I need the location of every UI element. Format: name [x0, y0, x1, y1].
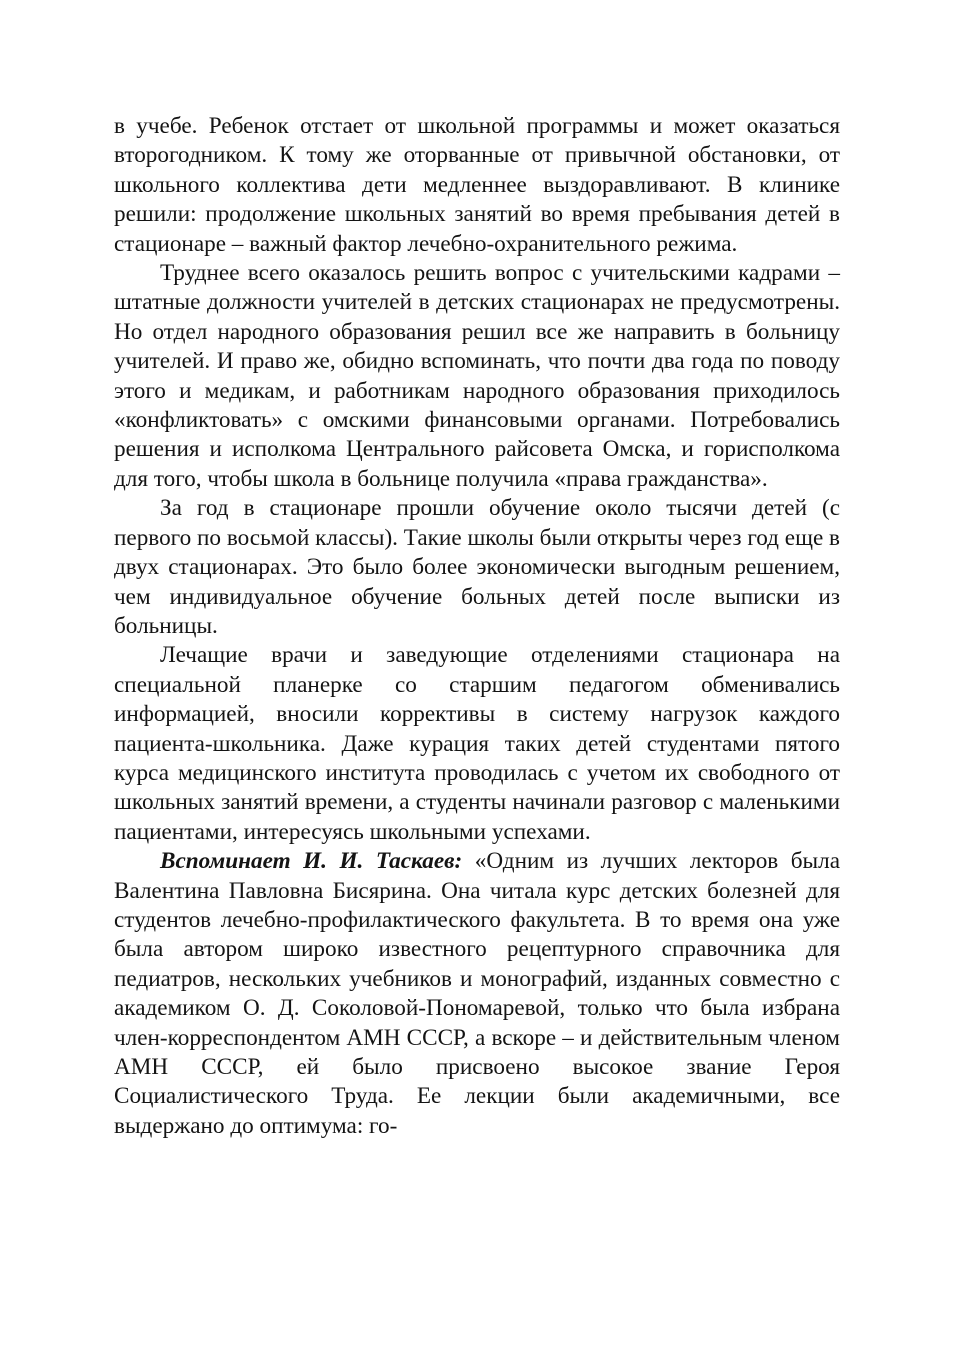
paragraph-5 [114, 847, 840, 1141]
paragraph-1 [114, 112, 840, 259]
paragraph-3-text: За год в стационаре прошли обучение около тысячи детей (с первого по восьмой классы). Такие школы были открыты через год еще в двух стационарах. Это было более экономически выгодным решением, чем индивидуальное обучение больных детей после выписки из больницы. [114, 495, 840, 639]
paragraph-3 [114, 494, 840, 641]
paragraph-4 [114, 641, 840, 847]
paragraph-5-text: «Одним из лучших лекторов была Валентина Павловна Бисярина. Она читала курс детских болезней для студентов лечебно-профилактического факультета. В то время она уже была автором широко известного рецептурного справочника для педиатров, нескольких учебников и монографий, изданных совместно с академиком О. Д. Соколовой-Пономаревой, только что была избрана член-корреспондентом АМН СССР, а вскоре – и действительным членом АМН СССР, ей было присвоено высокое звание Героя Социалистического Труда. Ее лекции были академичными, все выдержано до оптимума: го- [114, 848, 840, 1139]
paragraph-2 [114, 259, 840, 494]
page-body-text [114, 112, 840, 1141]
paragraph-2-text: Труднее всего оказалось решить вопрос с учительскими кадрами – штатные должности учителей в детских стационарах не предусмотрены. Но отдел народного образования решил все же направить в больницу учителей. И право же, обидно вспоминать, что почти два года по поводу этого и медикам, и работникам народного образования приходилось «конфликтовать» с омскими финансовыми органами. Потребовались решения и исполкома Центрального райсовета Омска, и горисполкома для того, чтобы школа в больнице получила «права гражданства». [114, 260, 840, 492]
paragraph-4-text: Лечащие врачи и заведующие отделениями стационара на специальной планерке со старшим педагогом обменивались информацией, вносили коррективы в систему нагрузок каждого пациента-школьника. Даже курация таких детей студентами пятого курса медицинского института проводилась с учетом их свободного от школьных занятий времени, а студенты начинали разговор с маленькими пациентами, интересуясь школьными успехами. [114, 642, 840, 845]
paragraph-1-text: в учебе. Ребенок отстает от школьной программы и может оказаться второгодником. К тому же оторванные от привычной обстановки, от школьного коллектива дети медленнее выздоравливают. В клинике решили: продолжение школьных занятий во время пребывания детей в стационаре – важный фактор лечебно-охранительного режима. [114, 113, 840, 257]
quote-attribution: Вспоминает И. И. Таскаев: [160, 848, 463, 875]
